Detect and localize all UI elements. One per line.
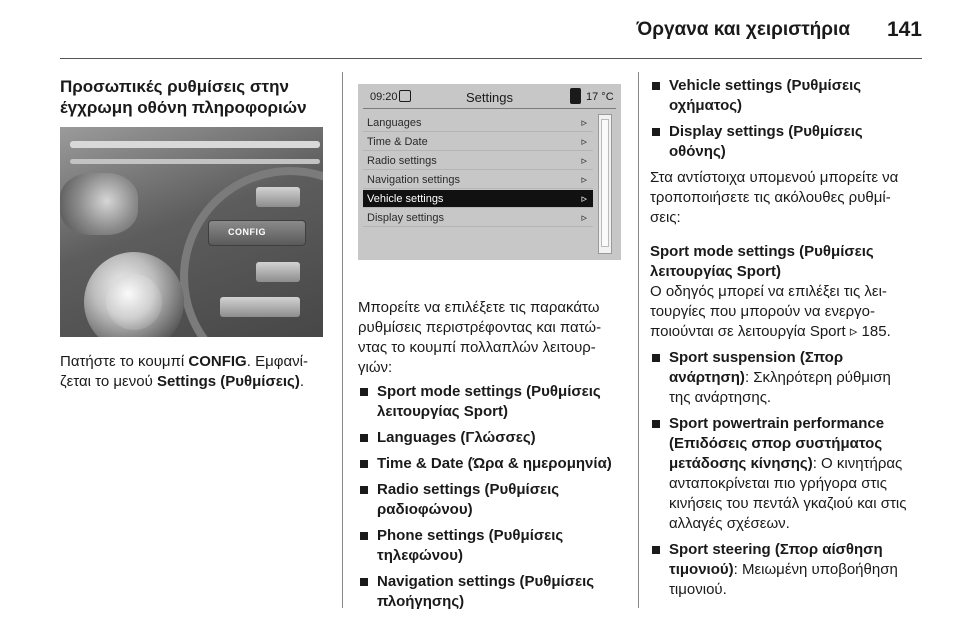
list-item-label: τηλεφώνου) <box>377 547 463 564</box>
list-item <box>358 480 626 520</box>
section-title-line: Προσωπικές ρυθμίσεις στην <box>60 77 289 96</box>
text: ντας το κουμπί πολλαπλών λειτουρ- <box>358 339 596 356</box>
screen-menu-item <box>363 171 593 189</box>
list-item-label: ραδιοφώνου) <box>377 501 473 518</box>
list-item-label: Sport mode settings (Ρυθμίσεις <box>377 383 601 400</box>
text: : Σκληρότερη ρύθμιση <box>744 369 891 386</box>
config-button-photo <box>60 127 323 337</box>
list-item-label: Display settings (Ρυθμίσεις <box>669 123 863 140</box>
list-item <box>650 348 925 408</box>
paragraph <box>60 352 330 392</box>
text: τιμονιού. <box>669 581 727 598</box>
section-title-line: έγχρωμη οθόνη πληροφοριών <box>60 98 307 117</box>
screen-menu-item-label: Languages <box>367 117 422 129</box>
bullet-icon <box>652 420 660 428</box>
list-item-label: Vehicle settings (Ρυθμίσεις <box>669 77 862 94</box>
bullet-icon <box>652 546 660 554</box>
running-header-title: Όργανα και χειριστήρια <box>636 19 850 40</box>
list-item <box>358 454 626 474</box>
text: . Εμφανί- <box>246 353 308 370</box>
text-bold: Sport mode settings (Ρυθμίσεις <box>650 243 874 260</box>
screen-temperature: 17 °C <box>586 91 614 103</box>
text: ποιούνται σε λειτουργία Sport <box>650 323 850 340</box>
screen-menu-item-label: Radio settings <box>367 155 437 167</box>
screen-title: Settings <box>466 90 513 105</box>
text: . <box>299 373 304 390</box>
list-item <box>650 540 925 600</box>
page-reference: 185. <box>857 323 891 340</box>
text-bold: Sport suspension (Σπορ <box>669 349 844 366</box>
header-rule <box>60 58 922 59</box>
text: : Ο κινητήρας <box>812 455 903 472</box>
chevron-right-icon: ▹ <box>581 136 587 148</box>
bullet-icon <box>652 354 660 362</box>
screen-time: 09:20 <box>370 91 398 103</box>
intro-paragraph <box>358 298 626 378</box>
chevron-right-icon: ▹ <box>581 212 587 224</box>
text-bold: τιμονιού) <box>669 561 734 578</box>
text: σεις: <box>650 209 681 226</box>
clock-icon <box>399 90 411 102</box>
phone-icon <box>570 88 581 104</box>
screen-menu-item-label: Navigation settings <box>367 174 460 186</box>
settings-list-continued <box>650 76 925 162</box>
list-item <box>358 572 626 612</box>
bullet-icon <box>360 434 368 442</box>
column-1 <box>60 76 326 118</box>
list-item <box>358 428 626 448</box>
list-item-label: οχήματος) <box>669 97 743 114</box>
list-item-label: οθόνης) <box>669 143 726 160</box>
page-number: 141 <box>886 18 922 41</box>
column-2 <box>358 298 626 618</box>
text: κινήσεις του πεντάλ γκαζιού και στις <box>669 495 907 512</box>
column-divider-left <box>342 72 343 608</box>
chevron-right-icon: ▹ <box>581 193 587 205</box>
text: ζεται το μενού <box>60 373 157 390</box>
list-item-label: Radio settings (Ρυθμίσεις <box>377 481 560 498</box>
column-divider-right <box>638 72 639 608</box>
text-bold: Sport steering (Σπορ αίσθηση <box>669 541 883 558</box>
chevron-right-icon: ▹ <box>581 155 587 167</box>
page-reference-arrow-icon: ▹ <box>849 323 858 340</box>
bullet-icon <box>360 460 368 468</box>
list-item-label: Time & Date (Ώρα & ημερομηνία) <box>377 455 612 472</box>
screen-menu-item <box>363 152 593 170</box>
section-title <box>60 76 326 118</box>
text: τουργίες που μπορούν να ενεργο- <box>650 303 876 320</box>
chevron-right-icon: ▹ <box>581 174 587 186</box>
bullet-icon <box>652 82 660 90</box>
text: ρυθμίσεις περιστρέφοντας και πατώ- <box>358 319 602 336</box>
text: Στα αντίστοιχα υπομενού μπορείτε να <box>650 169 899 186</box>
screen-scrollbar <box>598 114 612 254</box>
chevron-right-icon: ▹ <box>581 117 587 129</box>
list-item <box>650 76 925 116</box>
sport-options-list <box>650 348 925 600</box>
bullet-icon <box>360 578 368 586</box>
screen-menu-item <box>363 114 593 132</box>
settings-list <box>358 382 626 612</box>
text-bold: Settings (Ρυθμίσεις) <box>156 373 300 390</box>
list-item-label: Phone settings (Ρυθμίσεις <box>377 527 564 544</box>
list-item-label: Languages (Γλώσσες) <box>377 429 536 446</box>
text-bold: (Επιδόσεις σπορ συστήματος <box>669 435 883 452</box>
list-item-label: λειτουργίας Sport) <box>377 403 508 420</box>
text: της ανάρτησης. <box>669 389 772 406</box>
config-button-label: CONFIG <box>228 227 266 237</box>
list-item-label: Navigation settings (Ρυθμίσεις <box>377 573 595 590</box>
text-bold: ανάρτηση) <box>669 369 745 386</box>
text-bold: CONFIG <box>188 353 247 370</box>
screen-status-bar <box>358 84 621 110</box>
bullet-icon <box>652 128 660 136</box>
list-item-label: πλοήγησης) <box>377 593 465 610</box>
text: : Μειωμένη υποβοήθηση <box>733 561 898 578</box>
settings-screen-image <box>358 84 621 260</box>
screen-menu-item-label: Display settings <box>367 212 445 224</box>
screen-menu-item <box>363 209 593 227</box>
text: Πατήστε το κουμπί <box>60 353 189 370</box>
control-knob <box>60 173 138 235</box>
bullet-icon <box>360 486 368 494</box>
text-bold: λειτουργίας Sport) <box>650 263 781 280</box>
text: ανταποκρίνεται πιο γρήγορα στις <box>669 475 887 492</box>
list-item <box>650 414 925 534</box>
column-3 <box>650 76 925 606</box>
sport-mode-heading <box>650 242 925 282</box>
screen-menu-item-label: Time & Date <box>367 136 428 148</box>
list-item <box>650 122 925 162</box>
screen-menu-item-label: Vehicle settings <box>367 193 444 205</box>
sport-mode-paragraph <box>650 282 925 342</box>
text-bold: Sport powertrain performance <box>669 415 885 432</box>
col1-text <box>60 352 330 392</box>
screen-menu-item <box>363 190 593 208</box>
cd-slot <box>70 141 320 148</box>
screen-menu-item <box>363 133 593 151</box>
paragraph <box>650 168 925 228</box>
text: γιών: <box>358 359 393 376</box>
list-item <box>358 526 626 566</box>
text: τροποποιήσετε τις ακόλουθες ρυθμί- <box>650 189 891 206</box>
bullet-icon <box>360 388 368 396</box>
list-item <box>358 382 626 422</box>
text: Μπορείτε να επιλέξετε τις παρακάτω <box>358 299 600 316</box>
bullet-icon <box>360 532 368 540</box>
text: Ο οδηγός μπορεί να επιλέξει τις λει- <box>650 283 887 300</box>
text: αλλαγές σχέσεων. <box>669 515 790 532</box>
text-bold: μετάδοσης κίνησης) <box>669 455 813 472</box>
